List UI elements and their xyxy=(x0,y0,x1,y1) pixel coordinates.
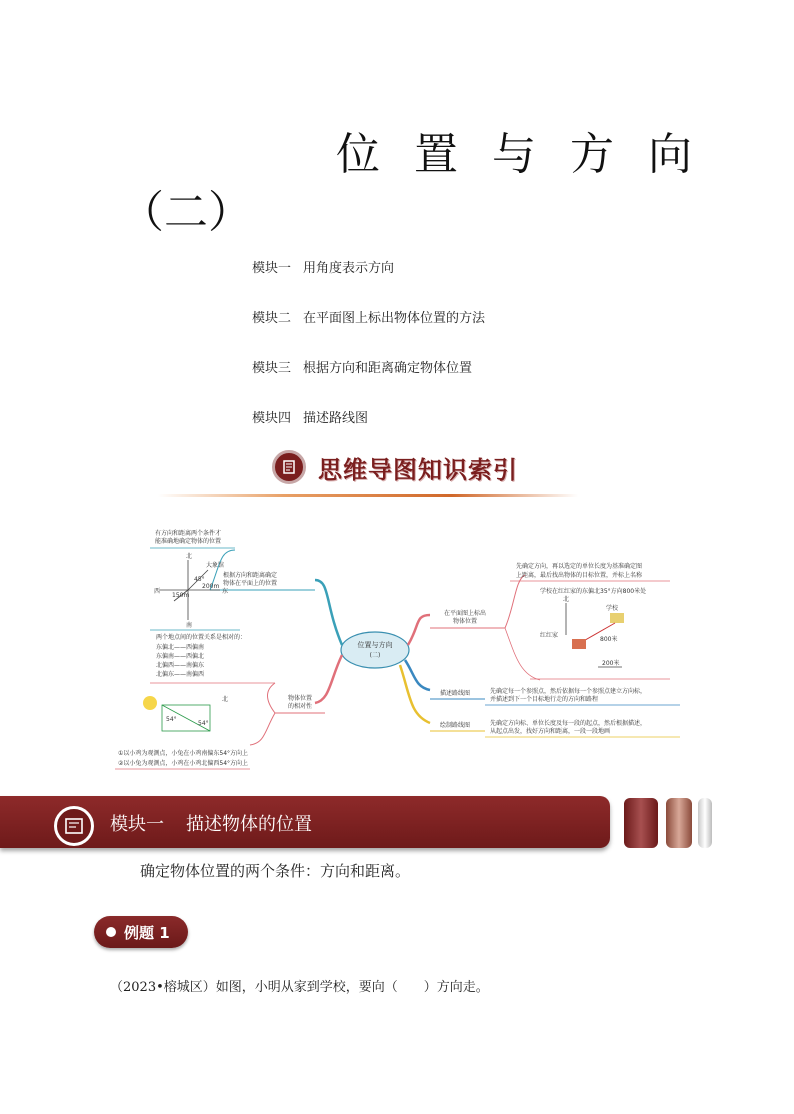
svg-text:能准确地确定物体的位置: 能准确地确定物体的位置 xyxy=(155,538,222,545)
svg-text:学校: 学校 xyxy=(606,605,619,612)
svg-text:两个地点间的位置关系是相对的：: 两个地点间的位置关系是相对的： xyxy=(156,634,247,641)
svg-text:物体位置: 物体位置 xyxy=(287,695,313,702)
svg-text:在平面图上标出: 在平面图上标出 xyxy=(443,610,487,617)
svg-text:并描述到下一个目标地行走的方向和路程: 并描述到下一个目标地行走的方向和路程 xyxy=(490,696,599,703)
svg-text:先确定每一个参照点，然后依据每一个参照点建立方向标，: 先确定每一个参照点，然后依据每一个参照点建立方向标， xyxy=(490,688,647,695)
key-sentence: 确定物体位置的两个条件：方向和距离。 xyxy=(140,862,411,880)
document-icon xyxy=(272,450,306,484)
module-list xyxy=(252,258,485,458)
decor-bar xyxy=(624,798,658,848)
svg-text:北: 北 xyxy=(222,696,229,703)
svg-text:从起点出发，找好方向和距离，一段一段地画: 从起点出发，找好方向和距离，一段一段地画 xyxy=(490,728,611,735)
svg-text:上距离，最后找出物体的目标位置，并标上名称: 上距离，最后找出物体的目标位置，并标上名称 xyxy=(516,572,643,579)
svg-text:北: 北 xyxy=(563,596,570,603)
svg-text:北偏东——南偏西: 北偏东——南偏西 xyxy=(156,671,205,678)
svg-text:西: 西 xyxy=(154,588,161,595)
svg-text:200m: 200m xyxy=(202,583,220,590)
module-item: 模块四 描述路线图 xyxy=(252,411,369,426)
svg-text:描述路线图: 描述路线图 xyxy=(439,690,471,697)
mindmap-banner-title: 思维导图知识索引 xyxy=(318,455,518,484)
svg-text:45°: 45° xyxy=(194,576,205,583)
mindmap-center: 位置与方向 xyxy=(357,641,393,649)
banner-divider xyxy=(158,494,578,497)
svg-text:大象馆: 大象馆 xyxy=(206,562,225,569)
svg-text:红红家: 红红家 xyxy=(540,632,559,639)
svg-text:800米: 800米 xyxy=(600,636,618,643)
bullet-icon xyxy=(106,927,116,937)
map-diagram xyxy=(540,595,624,667)
svg-text:北偏西——南偏东: 北偏西——南偏东 xyxy=(156,662,205,669)
example-badge: 例题 1 xyxy=(94,916,188,948)
mindmap-banner xyxy=(272,448,518,486)
svg-text:150m: 150m xyxy=(172,592,190,599)
svg-text:物体位置: 物体位置 xyxy=(452,618,478,625)
decor-bar xyxy=(698,798,712,848)
svg-text:南: 南 xyxy=(186,622,193,629)
page-subtitle: （二） xyxy=(120,187,252,238)
svg-text:的相对性: 的相对性 xyxy=(287,703,313,710)
mindmap-diagram xyxy=(110,515,750,775)
question-text: （2023•榕城区）如图，小明从家到学校，要向（ ）方向走。 xyxy=(110,980,489,995)
svg-text:学校在红红家的东偏北35°方向800米处: 学校在红红家的东偏北35°方向800米处 xyxy=(540,588,647,595)
svg-text:东: 东 xyxy=(222,588,229,595)
svg-text:①以小鸡为观测点，小兔在小鸡南偏东54°方向上: ①以小鸡为观测点，小兔在小鸡南偏东54°方向上 xyxy=(118,750,249,757)
svg-text:北: 北 xyxy=(186,553,193,560)
module-item: 模块三 根据方向和距离确定物体位置 xyxy=(252,361,473,376)
svg-text:54°: 54° xyxy=(166,716,177,723)
svg-text:有方向和距离两个条件才: 有方向和距离两个条件才 xyxy=(155,530,222,537)
svg-text:绘制路线图: 绘制路线图 xyxy=(439,722,471,729)
svg-text:物体在平面上的位置: 物体在平面上的位置 xyxy=(222,580,278,587)
svg-text:先确定方向，再以选定的单位长度为基准确定图: 先确定方向，再以选定的单位长度为基准确定图 xyxy=(516,563,643,570)
svg-text:根据方向和距离确定: 根据方向和距离确定 xyxy=(222,572,278,579)
svg-text:东偏南——西偏北: 东偏南——西偏北 xyxy=(156,653,205,660)
angle-diagram xyxy=(143,695,228,731)
svg-text:先确定方向标、单位长度及每一段的起点，然后根据描述，: 先确定方向标、单位长度及每一段的起点，然后根据描述， xyxy=(490,720,647,727)
decor-bar xyxy=(666,798,692,848)
module-item: 模块一 用角度表示方向 xyxy=(252,261,395,276)
page-title: 位置与方向 xyxy=(336,129,726,180)
notebook-icon xyxy=(54,806,94,846)
svg-text:200米: 200米 xyxy=(602,660,620,667)
svg-text:东偏北——西偏南: 东偏北——西偏南 xyxy=(156,644,205,651)
svg-text:②以小兔为观测点，小鸡在小鸡北偏西54°方向上: ②以小兔为观测点，小鸡在小鸡北偏西54°方向上 xyxy=(118,760,249,767)
mindmap-center-sub: (二) xyxy=(369,652,381,659)
module-item: 模块二 在平面图上标出物体位置的方法 xyxy=(252,311,486,326)
module-header-title: 模块一 描述物体的位置 xyxy=(110,814,312,835)
svg-text:54°: 54° xyxy=(198,720,209,727)
